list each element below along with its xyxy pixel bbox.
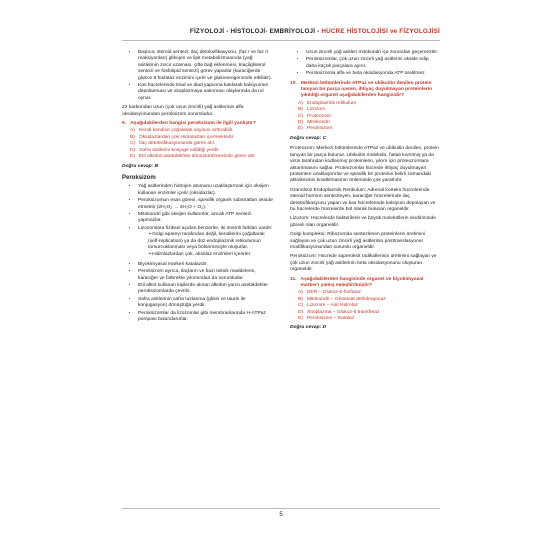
paragraph: Peroksizom: Hücrede süperoksit radikallerinin üretimini sağlayan ve çok uzun zincirli yağ asitlerinin beta oksidasyonunu oluşturan organeldir.: [290, 254, 437, 273]
list-item: • Peroksizom ayrıca, ilaçların ve bazı toksik maddelerin, karaciğer ve böbrekte yıkımından da sorumludur.: [138, 269, 274, 282]
option-letter: B): [298, 296, 303, 302]
list-item-text: Lizozomlara fiziksel açıdan benzerler, iki önemli farkları vardır:: [138, 225, 273, 231]
option-text: Endoplazmik retikulum: [306, 100, 357, 106]
option-letter: C): [298, 303, 304, 309]
paragraph: Granülsüz Endoplazmik Retikulum: Adrenal korteks hücrelerinde steroid hormon sentezleyen, karaciğer hücrelerinde ilaç detoksifikasyonu yapan ve kas hücrelerinde kalsiyum depolayan ve bu hücrelerde hücrelerde bol olarak bulunan organeldir.: [290, 187, 436, 212]
option: [298, 126, 440, 132]
option-letter: E): [130, 154, 135, 160]
option-letter: A): [298, 100, 303, 106]
option-text: Proteozom: [307, 113, 331, 119]
paragraph: 22 karbondan uzun (çok uzun zincirli) yağ asitlerinin alfa oksidasyonundan peroksizom sorumludur.: [122, 105, 244, 117]
question-9: [122, 121, 274, 170]
question-text: Aşağıdakilerden hangisinde organel ve biyokimyasal marker'ı yanlış eşleştirilmiştir?: [300, 276, 424, 288]
ser-bullet-list: [122, 50, 274, 102]
section-title: Peroksizom: [122, 174, 156, 181]
header-chapter: HÜCRE HİSTOLOJİSİ ve FİZYOLOJİSİ: [321, 28, 440, 35]
list-item: • Yağ asitlerinden hidrojen atomunu uzaklaştırmak için oksijen kullanan enzimler içerir (oksidazlar).: [138, 184, 274, 197]
option-text: Kendi kendine çoğalarak sayısını arttırabilir.: [138, 128, 234, 134]
option-text: Safra asitlerini konjuge edildiği yerdir.: [139, 147, 220, 153]
list-item: • Başlıca; steroid sentezi, ilaç detoksifikasyonu, (faz I ve faz II reaksiyonları) glikojen ve lipit metabolizmasında (yağ asitlerinin zincir uzaması, çifte bağ eklenmesi, triaçilgliserol sentezi ve fosfolipid sentezi) görev yaparlar (karaciğerde glukoz 6 fosfataz enzimini içerir ve glukoneogenezde etkilidir).: [138, 50, 274, 82]
option-text: İlaç detoksifikasyonunda görev alır.: [139, 141, 216, 147]
option-letter: A): [298, 290, 303, 296]
list-item: • Uzun zincirli yağ asitleri mitokondri içe zorundan geçemezler.: [306, 50, 440, 56]
option: [298, 316, 440, 322]
question-10: [290, 81, 440, 143]
option-letter: A): [130, 128, 135, 134]
paragraph: Proteozom: Merkezi bölümlerinde ATPaz ve ubikuitin denilen, protein tanıyan bir parça bulunur. Ubikuitin molekülü, hatalı kıvrılmış ya da virüs tarafından kodlanmış proteinlerin, yıkım için proteozomlara aktarılmasını sağlar. Proteozomlar hücrede ihtiyaç duyulmayan proteinleri uzaklaştırırlar ve spesifik bir proteinin belirli zamandaki aktivitesinin kısaltılmasının önleminde çok yararlıdır.: [290, 146, 439, 184]
header-subjects: FİZYOLOJİ - HİSTOLOJİ- EMBRİYOLOJİ -: [189, 28, 322, 35]
option-letter: D): [298, 120, 304, 126]
question-11: [290, 277, 440, 332]
option-letter: B): [130, 134, 135, 140]
answer-line: Doğru cevap: C: [290, 135, 327, 141]
option-text: DER – Glukoz-6-fosfataz: [306, 290, 361, 296]
option-text: Mitokondri: [307, 120, 330, 126]
option-text: Oksidazlardan çok Hidrolazları içermektedir.: [138, 134, 235, 140]
left-column: [122, 50, 274, 326]
question-number: 11.: [290, 276, 297, 282]
option-text: Peroksizom: [306, 126, 333, 132]
options-list: [290, 290, 440, 322]
list-item: • Peroksizomla alfa ve beta oksidasyonda ATP üretilmez.: [306, 71, 440, 77]
option-letter: E): [298, 316, 303, 322]
list-item: • Mitokondri gibi oksijen kullanırlar, ancak ATP sentezi yapmazlar.: [138, 212, 274, 225]
question-text: Merkezi bölümlerinde ATPaz ve ubikuitin denilen protein tanıyan bir parça içeren, ihtiyaç duyulmayan proteinlerin yıkıldığı organel aşağıdakilerden hangisidir?: [300, 80, 433, 99]
list-item: • Etil alkol kullanan kişilerde alınan alkolün yarısı asetaldehite peroksizomlarda çevrilir.: [138, 283, 274, 296]
answer-line: Doğru cevap: D: [290, 325, 327, 331]
sub-list-item: ➢ Hidrolazlardan çok, oksidaz enzimleri içerirler.: [148, 252, 274, 258]
option-letter: B): [298, 107, 303, 113]
option-letter: C): [130, 141, 136, 147]
option-text: Sitoplazma – Glukoz-6 transferaz: [307, 309, 380, 315]
options-list: [290, 101, 440, 133]
sub-list: [138, 232, 274, 259]
paragraph: Golgi kompleksi: Ribozomda sentezlenen proteinlerin üretimini sağlayan ve çok uzun zincirli yağ asitlerinin posttranslasyonel modifikasyonundan sorumlu organeldir.: [290, 232, 426, 250]
page-number: 5: [122, 508, 440, 518]
option-text: Lizozom: [306, 107, 326, 113]
option-letter: D): [130, 147, 136, 153]
option-letter: D): [298, 309, 304, 315]
option-text: Lizozom – Asit Hidrolaz: [307, 303, 359, 309]
option-letter: E): [298, 126, 303, 132]
peroxisome-list: [122, 184, 274, 323]
answer-line: Doğru cevap: B: [122, 163, 159, 169]
question-number: 10.: [290, 80, 297, 86]
option-text: Etil alkolün asetaldehite dönüştürülmesinde görev alır.: [138, 154, 256, 160]
option: [130, 154, 274, 160]
question-number: 9.: [122, 121, 127, 127]
fatty-acid-list: [290, 50, 440, 78]
list-item: • Peroksizomun esas görevi, spesifik organik substratları okside etmektir (2H₂O₂ → 2H₂O + O₂).: [138, 198, 274, 211]
list-item: • Peroksizomlar, çok uzun zincirli yağ asitlerini okside edip daha küçük parçalara ayırır.: [306, 57, 440, 70]
list-item: • Biyokimyasal markeri katalazdır.: [138, 262, 274, 268]
running-header: [122, 28, 440, 41]
right-column: [290, 50, 440, 336]
question-text: Aşağıdakilerden hangisi peroksizom ile ilgili yanlıştır?: [130, 121, 256, 127]
paragraph: Lizozom: Hücrelerde bakterilerin ve büyük moleküllerin sindiriminde görevli olan organeldir.: [290, 216, 436, 228]
option-letter: C): [298, 113, 304, 119]
options-list: [122, 128, 274, 160]
option-text: Mitokondri – Glutamat dehidrogenaz: [306, 296, 386, 302]
option-text: Peroksizom – Katalaz: [306, 316, 355, 322]
list-item: [138, 226, 274, 259]
list-item: • Peroksizomlar da lizozomlar gibi membranlarında H-ATPaz pompası bulundururlar.: [138, 311, 274, 324]
list-item: • Kas hücrelerinde triad ve diad yapısına katılarak kalsiyumun depolanması ve sitoplazmaya salınması olaylarında da rol oynar.: [138, 83, 274, 102]
sub-list-item: ➢ Golgi apareyi tarafından değil, kendilerini çoğaltarak (self-replication) ya da düz endoplazmik retikulumun tomurcuklanması veya bölünmesiyle oluşurlar.: [148, 232, 274, 251]
list-item: • Safra asitlerinin safra tuzlanma (glisin ve taurin ile konjugasyon) dönüştüğü yerdir.: [138, 297, 274, 310]
